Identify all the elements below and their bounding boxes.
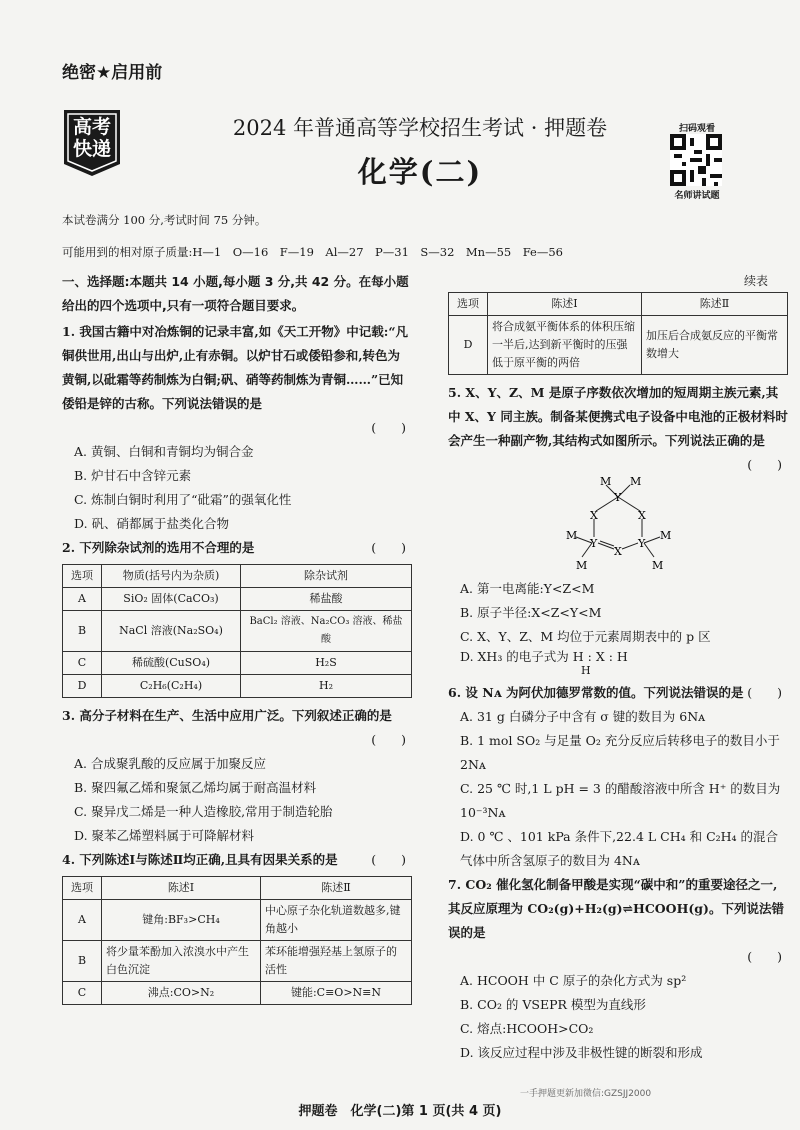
cell: A (63, 900, 102, 941)
atom-x: X (638, 509, 646, 522)
q3-stem: 3. 高分子材料在生产、生活中应用广泛。下列叙述正确的是 (62, 708, 392, 723)
q1-option-b: B. 炉甘石中含锌元素 (74, 468, 192, 483)
cell: 苯环能增强羟基上氢原子的活性 (261, 941, 412, 982)
atomic-masses: 可能用到的相对原子质量:H—1 O—16 F—19 Al—27 P—31 S—32 Mn—55 Fe—56 (62, 245, 563, 259)
cell: C (63, 652, 102, 675)
question-3 (62, 704, 412, 848)
cell: 将合成氨平衡体系的体积压缩一半后,达到新平衡时的压强低于原平衡的两倍 (488, 316, 642, 375)
table-row (449, 316, 788, 375)
q4-answer-paren: ( ) (371, 852, 406, 867)
cell: NaCl 溶液(Na₂SO₄) (102, 611, 241, 652)
q7-answer-paren: ( ) (747, 949, 782, 964)
cell: 加压后合成氨反应的平衡常数增大 (642, 316, 788, 375)
exam-title: 2024 年普通高等学校招生考试 · 押题卷 (232, 116, 608, 140)
cell: 键能:C≡O>N≡N (261, 982, 412, 1005)
qr-top-label: 扫码观看 (678, 124, 715, 134)
page-footer: 押题卷 化学(二)第 1 页(共 4 页) (298, 1104, 502, 1119)
left-column (62, 270, 412, 1005)
q6-option-a: A. 31 g 白磷分子中含有 σ 键的数目为 6Nᴀ (460, 709, 706, 724)
q2-stem: 2. 下列除杂试剂的选用不合理的是 (62, 540, 255, 555)
table-row (63, 611, 412, 652)
q4-table (62, 876, 412, 1005)
q3-option-a: A. 合成聚乳酸的反应属于加聚反应 (74, 756, 266, 771)
atom-m: M (566, 529, 578, 542)
cell: H₂S (241, 652, 412, 675)
atom-y: Y (590, 537, 598, 550)
q2-header-substance: 物质(括号内为杂质) (102, 565, 241, 588)
cell: 稀盐酸 (241, 588, 412, 611)
q4c-header-option: 选项 (449, 293, 488, 316)
confidential-label: 绝密★启用前 (62, 63, 163, 83)
q1-option-a: A. 黄铜、白铜和青铜均为铜合金 (74, 444, 254, 459)
q6-option-d: D. 0 ℃ 、101 kPa 条件下,22.4 L CH₄ 和 C₂H₄ 的混合气体中所含氢原子的数目为 4Nᴀ (460, 829, 779, 868)
logo-text-line2: 快递 (72, 138, 111, 160)
q6-stem: 6. 设 Nᴀ 为阿伏加德罗常数的值。下列说法错误的是 (448, 685, 744, 700)
q3-option-d: D. 聚苯乙烯塑料属于可降解材料 (74, 828, 255, 843)
q1-option-c: C. 炼制白铜时利用了“砒霜”的强氧化性 (74, 492, 292, 507)
q5-option-a: A. 第一电离能:Y<Z<M (460, 581, 595, 596)
q4-table-continued (448, 292, 788, 375)
q4-header-option: 选项 (63, 877, 102, 900)
q5-option-d: D. XH₃ 的电子式为 H : X : H (460, 649, 628, 664)
table-row (63, 900, 412, 941)
cell: H₂ (241, 675, 412, 698)
atom-m: M (652, 559, 664, 572)
q2-table (62, 564, 412, 698)
q1-option-d: D. 矾、硝都属于盐类化合物 (74, 516, 230, 531)
question-1 (62, 320, 412, 536)
cell: 将少量苯酚加入浓溴水中产生白色沉淀 (102, 941, 261, 982)
atom-m: M (600, 477, 612, 488)
q4-stem: 4. 下列陈述Ⅰ与陈述Ⅱ均正确,且具有因果关系的是 (62, 852, 338, 867)
cell: B (63, 611, 102, 652)
table-row (63, 652, 412, 675)
table-row (63, 982, 412, 1005)
q4c-header-statement-1: 陈述Ⅰ (488, 293, 642, 316)
atom-y: Y (638, 537, 646, 550)
logo-text-line1: 高考 (72, 116, 111, 138)
exam-info: 本试卷满分 100 分,考试时间 75 分钟。 (62, 213, 267, 227)
q7-option-a: A. HCOOH 中 C 原子的杂化方式为 sp² (460, 973, 687, 988)
question-5 (448, 381, 788, 677)
cell: BaCl₂ 溶液、Na₂CO₃ 溶液、稀盐酸 (241, 611, 412, 652)
qr-bottom-label: 名师讲试题 (674, 191, 720, 201)
q7-stem: 7. CO₂ 催化氢化制备甲酸是实现“碳中和”的重要途径之一,其反应原理为 CO₂(g)+H₂(g)⇌HCOOH(g)。下列说法错误的是 (448, 877, 784, 940)
atom-m: M (660, 529, 672, 542)
subject-title: 化学(二) (357, 155, 483, 189)
q2-header-option: 选项 (63, 565, 102, 588)
cell: C₂H₆(C₂H₄) (102, 675, 241, 698)
watermark: 一手押题更新加微信:GZSJJ2000 (520, 1089, 652, 1099)
q6-option-b: B. 1 mol SO₂ 与足量 O₂ 充分反应后转移电子的数目小于 2Nᴀ (460, 733, 780, 772)
q4c-header-statement-2: 陈述Ⅱ (642, 293, 788, 316)
q5-option-c: C. X、Y、Z、M 均位于元素周期表中的 p 区 (460, 629, 711, 644)
atom-m: M (630, 477, 642, 488)
cell: 中心原子杂化轨道数越多,键角越小 (261, 900, 412, 941)
cell: D (63, 675, 102, 698)
q2-answer-paren: ( ) (371, 540, 406, 555)
q3-answer-paren: ( ) (371, 732, 406, 747)
cell: B (63, 941, 102, 982)
gaokao-express-logo (62, 106, 122, 178)
q5-structure-diagram (448, 477, 788, 577)
question-7 (448, 873, 788, 1065)
cell: A (63, 588, 102, 611)
q1-answer-paren: ( ) (371, 420, 406, 435)
right-column (448, 270, 788, 1065)
q2-header-reagent: 除杂试剂 (241, 565, 412, 588)
q5-stem: 5. X、Y、Z、M 是原子序数依次增加的短周期主族元素,其中 X、Y 同主族。制备某便携式电子设备中电池的正极材料时会产生一种副产物,其结构式如图所示。下列说法正确的是 (448, 385, 788, 448)
q5-option-b: B. 原子半径:X<Z<Y<M (460, 605, 602, 620)
table-row (63, 588, 412, 611)
continued-table-label: 续表 (743, 274, 768, 288)
cell: 沸点:CO>N₂ (102, 982, 261, 1005)
electron-formula-h-below: H (581, 664, 591, 677)
question-4 (62, 848, 412, 1005)
q4-header-statement-1: 陈述Ⅰ (102, 877, 261, 900)
q4-header-statement-2: 陈述Ⅱ (261, 877, 412, 900)
cell: SiO₂ 固体(CaCO₃) (102, 588, 241, 611)
table-row (63, 941, 412, 982)
question-2 (62, 536, 412, 698)
q3-option-b: B. 聚四氟乙烯和聚氯乙烯均属于耐高温材料 (74, 780, 317, 795)
cell: D (449, 316, 488, 375)
question-6 (448, 681, 788, 873)
q6-answer-paren: ( ) (747, 685, 782, 700)
atom-m: M (576, 559, 588, 572)
table-row (63, 675, 412, 698)
q1-stem: 1. 我国古籍中对冶炼铜的记录丰富,如《天工开物》中记载:“凡铜供世用,出山与出炉,止有赤铜。以炉甘石或倭铅参和,转色为黄铜,以砒霜等药制炼为白铜;矾、硝等药制炼为青铜……”已知倭铅是锌的古称。下列说法错误的是 (62, 324, 409, 411)
cell: 稀硫酸(CuSO₄) (102, 652, 241, 675)
atom-y: Y (614, 491, 622, 504)
q6-option-c: C. 25 ℃ 时,1 L pH = 3 的醋酸溶液中所含 H⁺ 的数目为 10⁻³Nᴀ (460, 781, 781, 820)
q7-option-c: C. 熔点:HCOOH>CO₂ (460, 1021, 594, 1036)
cell: 键角:BF₃>CH₄ (102, 900, 261, 941)
q7-option-d: D. 该反应过程中涉及非极性键的断裂和形成 (460, 1045, 703, 1060)
qr-code-icon[interactable] (670, 134, 722, 190)
atom-x: X (590, 509, 598, 522)
q7-option-b: B. CO₂ 的 VSEPR 模型为直线形 (460, 997, 646, 1012)
atom-x: X (614, 545, 622, 558)
cell: C (63, 982, 102, 1005)
section-heading: 一、选择题:本题共 14 小题,每小题 3 分,共 42 分。在每小题给出的四个选项中,只有一项符合题目要求。 (62, 274, 409, 313)
q3-option-c: C. 聚异戊二烯是一种人造橡胶,常用于制造轮胎 (74, 804, 333, 819)
q5-answer-paren: ( ) (747, 457, 782, 472)
